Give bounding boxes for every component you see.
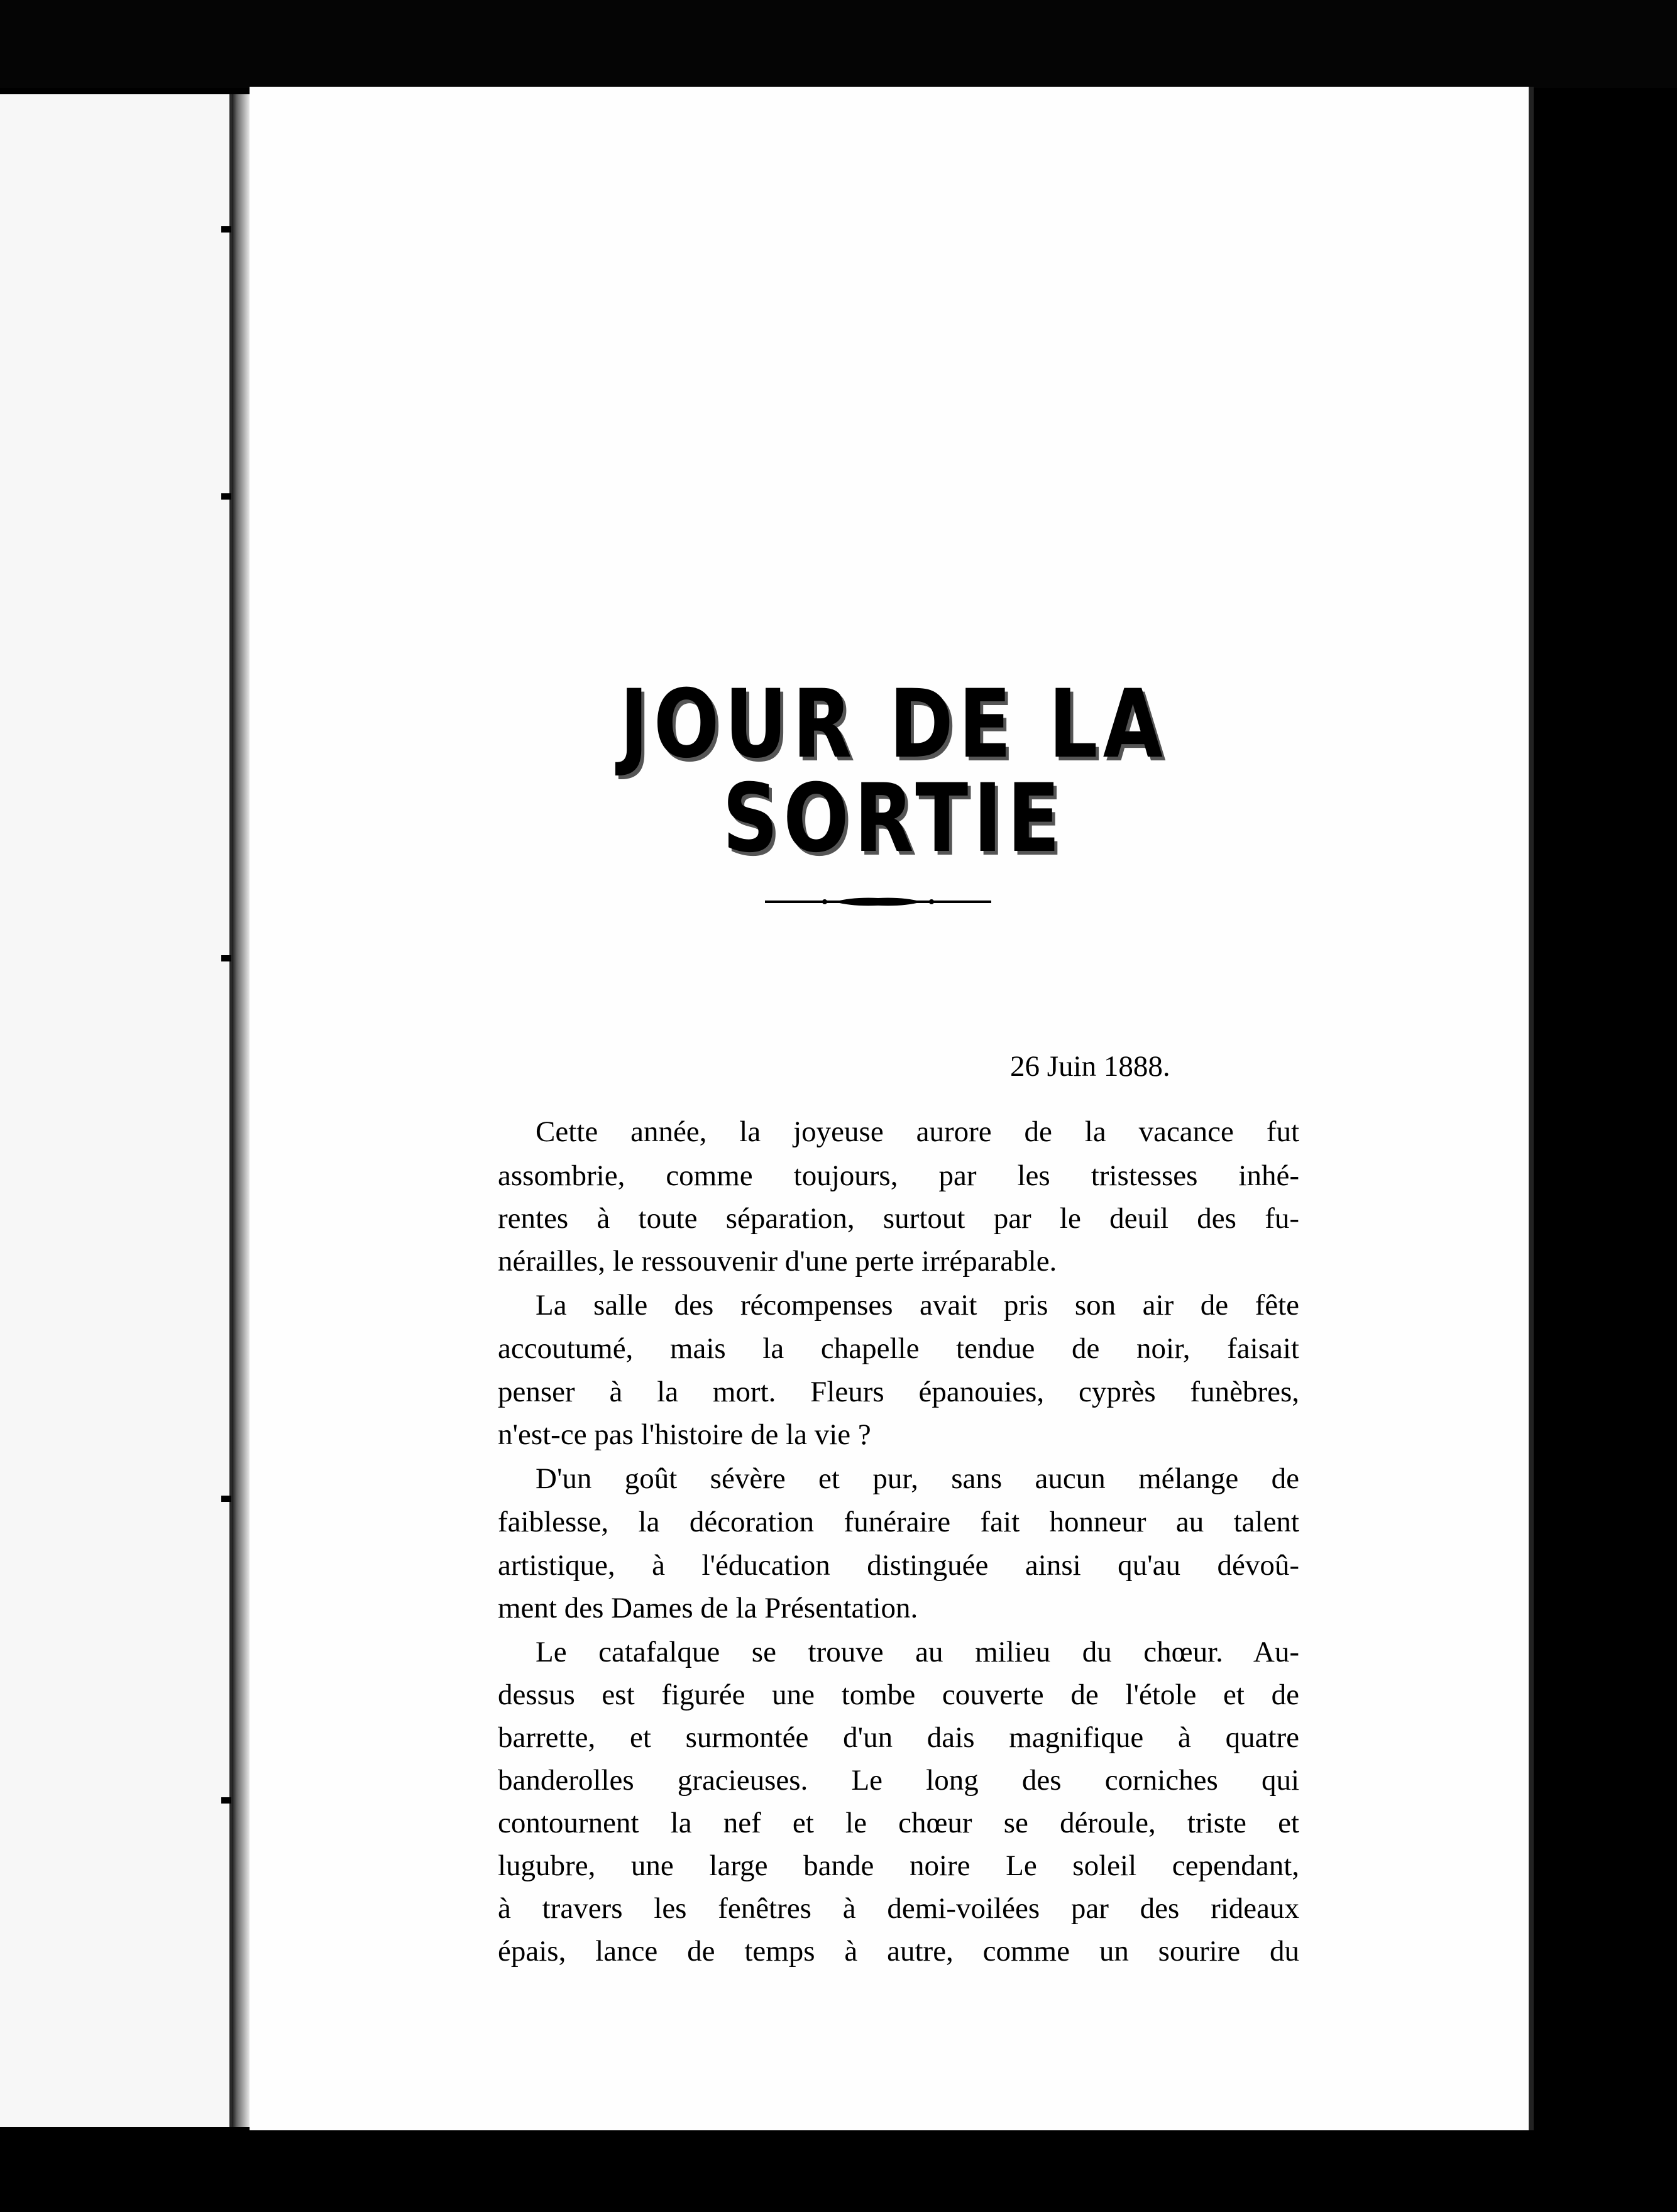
page-edge-shadow (1529, 87, 1534, 2130)
previous-page-edge (0, 94, 232, 2127)
text-line: épais, lance de temps à autre, comme un sourire du (498, 1935, 1299, 1968)
ornamental-rule (765, 894, 991, 909)
binding-mark (221, 1496, 231, 1502)
text-line: banderolles gracieuses. Le long des corniches qui (498, 1764, 1299, 1797)
text-line: barrette, et surmontée d'un dais magnifique à quatre (498, 1721, 1299, 1754)
binding-mark (221, 1797, 231, 1804)
text-line: ment des Dames de la Présentation. (498, 1592, 918, 1624)
text-line: La salle des récompenses avait pris son air de fête (536, 1289, 1299, 1322)
text-line: Cette année, la joyeuse aurore de la vacance fut (536, 1115, 1299, 1148)
text-line: penser à la mort. Fleurs épanouies, cyprès funèbres, (498, 1376, 1299, 1408)
text-line: faiblesse, la décoration funéraire fait honneur au talent (498, 1506, 1299, 1538)
text-line: lugubre, une large bande noire Le soleil cependant, (498, 1849, 1299, 1882)
chapter-title: JOUR DE LA SORTIE (619, 670, 1168, 873)
binding-mark (221, 493, 231, 500)
text-line: n'est-ce pas l'histoire de la vie ? (498, 1418, 871, 1451)
text-line: contournent la nef et le chœur se déroule, triste et (498, 1807, 1299, 1839)
text-line: assombrie, comme toujours, par les tristesses inhé- (498, 1159, 1299, 1192)
text-line: Le catafalque se trouve au milieu du chœur. Au- (536, 1636, 1299, 1668)
entry-date: 26 Juin 1888. (1010, 1050, 1170, 1083)
binding-mark (221, 955, 231, 961)
scan-border-top (0, 0, 1677, 88)
text-line: artistique, à l'éducation distinguée ainsi qu'au dévoû- (498, 1549, 1299, 1582)
binding-gutter (232, 94, 250, 2127)
text-line: nérailles, le ressouvenir d'une perte irréparable. (498, 1245, 1057, 1278)
text-line: accoutumé, mais la chapelle tendue de noir, faisait (498, 1332, 1299, 1365)
book-page (250, 87, 1529, 2130)
text-line: D'un goût sévère et pur, sans aucun mélange de (536, 1462, 1299, 1495)
text-line: à travers les fenêtres à demi-voilées par des rideaux (498, 1892, 1299, 1925)
binding-mark (221, 226, 231, 233)
text-line: dessus est figurée une tombe couverte de l'étole et de (498, 1678, 1299, 1711)
text-line: rentes à toute séparation, surtout par le deuil des fu- (498, 1202, 1299, 1235)
